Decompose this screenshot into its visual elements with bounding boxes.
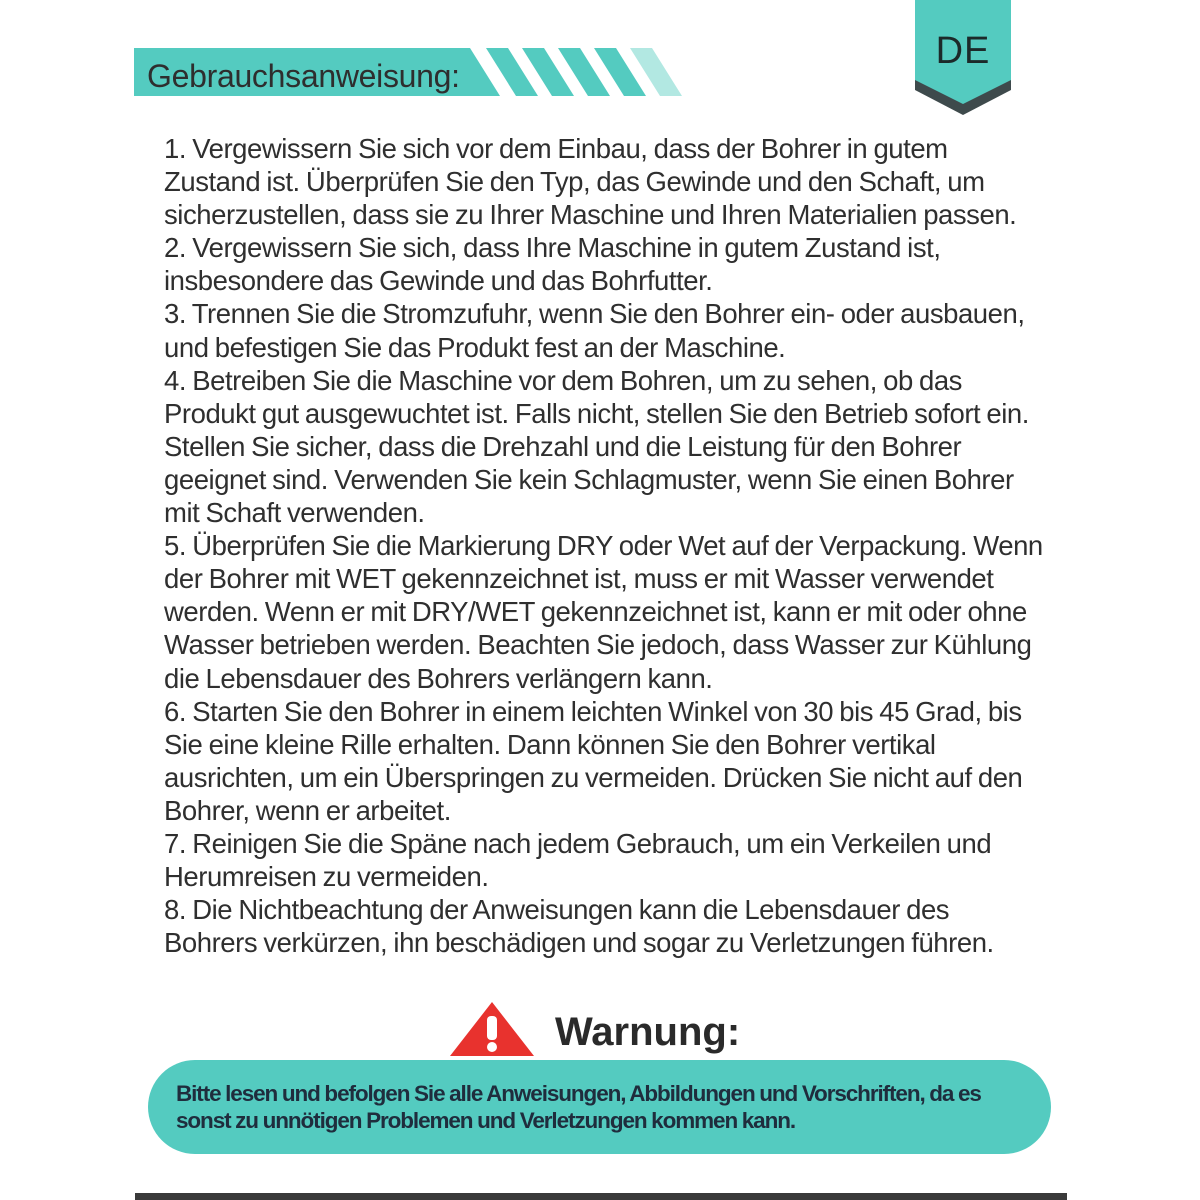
instructions-list (164, 132, 1044, 959)
instruction-item: 3. Trennen Sie die Stromzufuhr, wenn Sie den Bohrer ein- oder ausbauen, und befestigen Sie das Produkt fest an der Maschine. (164, 298, 1025, 363)
instruction-item: 6. Starten Sie den Bohrer in einem leichten Winkel von 30 bis 45 Grad, bis Sie eine kleine Rille erhalten. Dann können Sie den Bohrer vertikal ausrichten, um ein Überspringen zu vermeiden. Drücken Sie nicht auf den Bohrer, wenn er arbeitet. (164, 695, 1023, 826)
instruction-item: 1. Vergewissern Sie sich vor dem Einbau, dass der Bohrer in gutem Zustand ist. Überprüfen Sie den Typ, das Gewinde und den Schaft, um sicherzustellen, dass sie zu Ihrer Maschine und Ihren Materialien passen. (164, 133, 1017, 231)
warning-title: Warnung: (555, 1010, 741, 1054)
warning-box (148, 1060, 1051, 1154)
warning-text: Bitte lesen und befolgen Sie alle Anweisungen, Abbildungen und Vorschriften, da es sonst zu unnötigen Problemen und Verletzungen kommen kann. (176, 1081, 981, 1133)
language-label: DE (935, 30, 991, 72)
instruction-item: 5. Überprüfen Sie die Markierung DRY oder Wet auf der Verpackung. Wenn der Bohrer mit WET gekennzeichnet ist, muss er mit Wasser verwendet werden. Wenn er mit DRY/WET gekennzeichnet ist, kann er mit oder ohne Wasser betrieben werden. Beachten Sie jedoch, dass Wasser zur Kühlung die Lebensdauer des Bohrers verlängern kann. (164, 530, 1043, 694)
page-title: Gebrauchsanweisung: (147, 58, 460, 94)
instruction-item: 4. Betreiben Sie die Maschine vor dem Bohren, um zu sehen, ob das Produkt gut ausgewuchtet ist. Falls nicht, stellen Sie den Betrieb sofort ein. Stellen Sie sicher, dass die Drehzahl und die Leistung für den Bohrer geeignet sind. Verwenden Sie kein Schlagmuster, wenn Sie einen Bohrer mit Schaft verwenden. (164, 364, 1029, 529)
bottom-divider (135, 1193, 1067, 1200)
instruction-item: 8. Die Nichtbeachtung der Anweisungen kann die Lebensdauer des Bohrers verkürzen, ihn beschädigen und sogar zu Verletzungen führen. (164, 894, 994, 959)
instruction-item: 2. Vergewissern Sie sich, dass Ihre Maschine in gutem Zustand ist, insbesondere das Gewinde und das Bohrfutter. (164, 232, 941, 297)
warning-triangle-icon (448, 1000, 536, 1058)
instruction-item: 7. Reinigen Sie die Späne nach jedem Gebrauch, um ein Verkeilen und Herumreisen zu vermeiden. (164, 827, 992, 893)
